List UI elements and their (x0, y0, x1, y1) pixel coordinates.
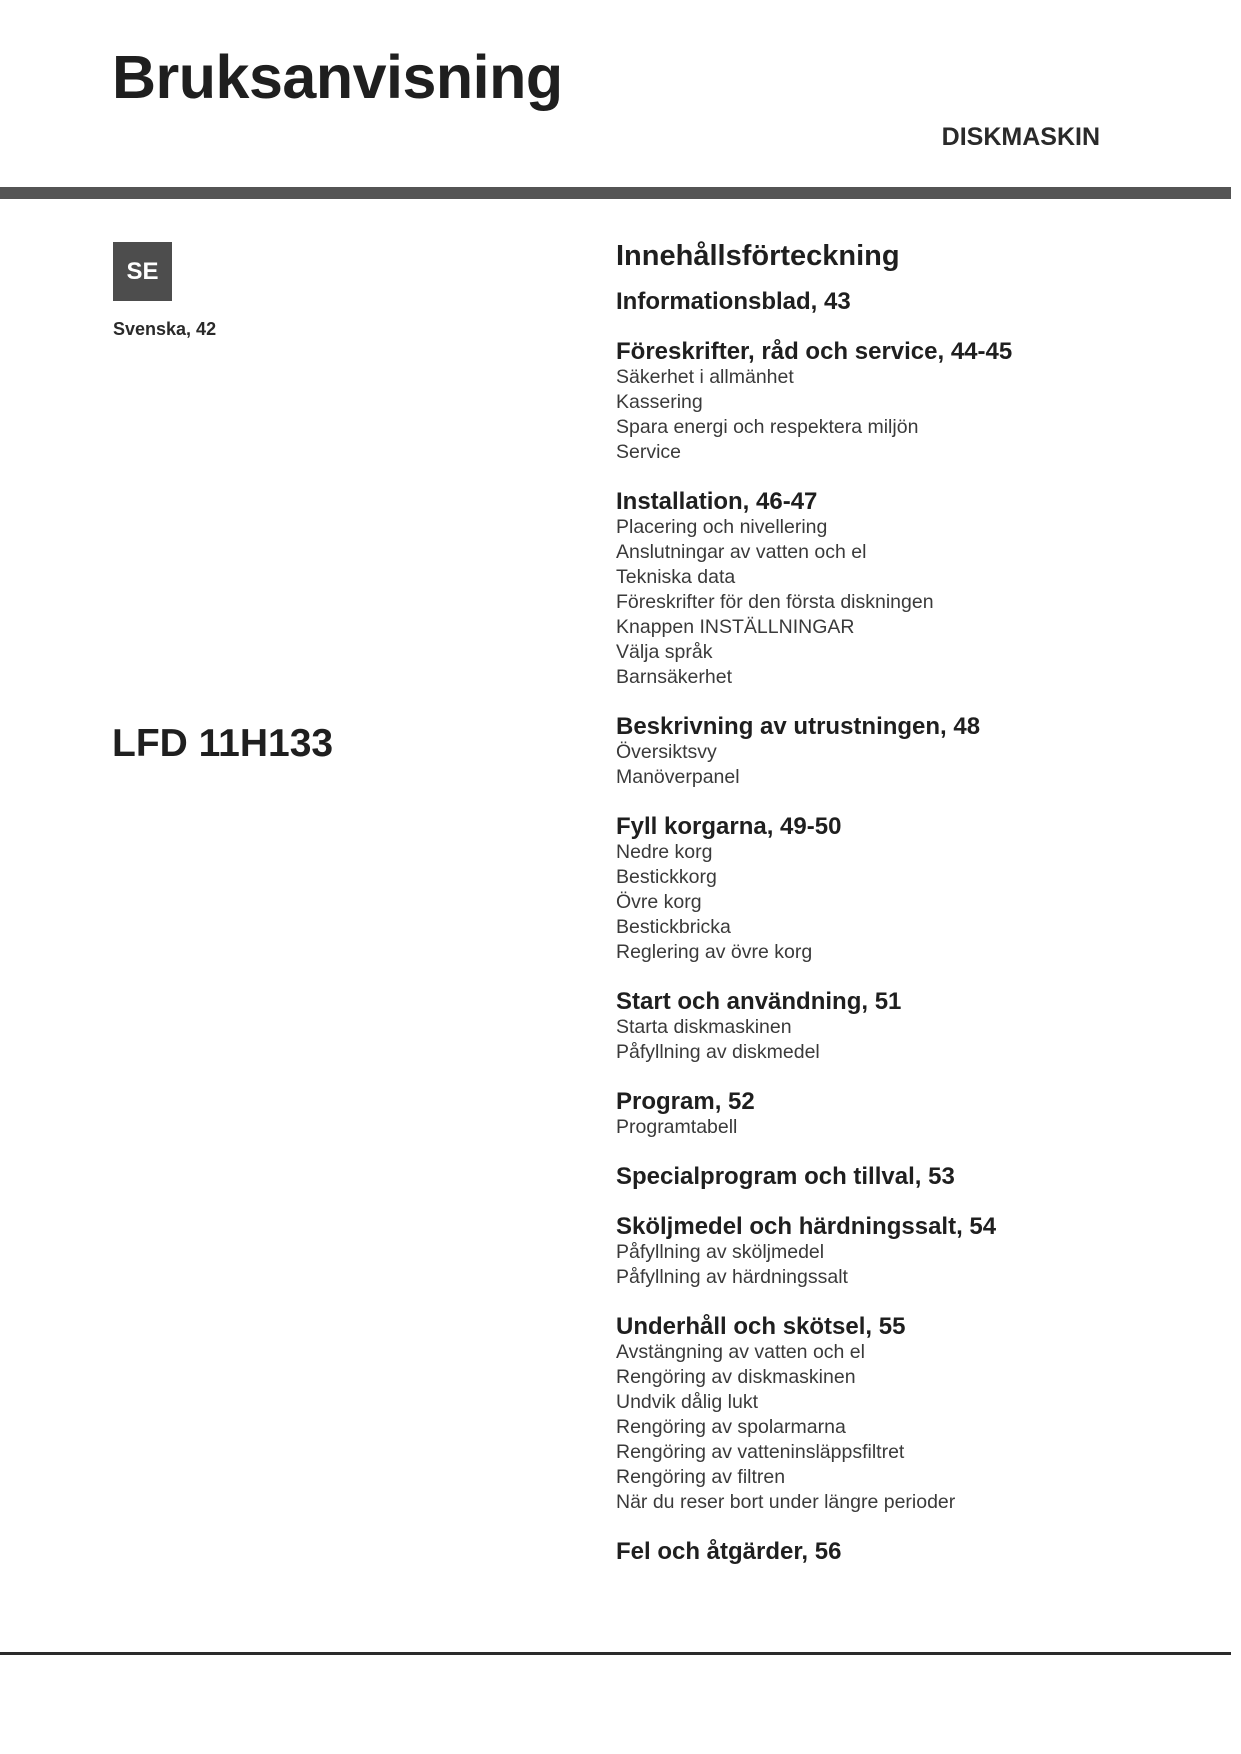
toc-subsection-item[interactable]: Anslutningar av vatten och el (616, 541, 867, 563)
toc-section-heading[interactable]: Föreskrifter, råd och service, 44-45 (616, 338, 1013, 365)
toc-title: Innehållsförteckning (616, 240, 900, 272)
toc-subsection-item[interactable]: Bestickbricka (616, 916, 731, 938)
toc-subsection-item[interactable]: Översiktsvy (616, 741, 717, 763)
toc-subsection-item[interactable]: Rengöring av diskmaskinen (616, 1366, 856, 1388)
toc-subsection-item[interactable]: Barnsäkerhet (616, 666, 732, 688)
toc-subsection-item[interactable]: När du reser bort under längre perioder (616, 1491, 956, 1513)
toc-section (616, 338, 1176, 465)
toc-section-heading[interactable]: Start och användning, 51 (616, 988, 902, 1015)
toc-section-heading[interactable]: Sköljmedel och härdningssalt, 54 (616, 1213, 997, 1240)
toc-section-heading[interactable]: Informationsblad, 43 (616, 288, 851, 315)
toc-section (616, 813, 1176, 965)
toc-subsection-item[interactable]: Spara energi och respektera miljön (616, 416, 919, 438)
toc-subsection-item[interactable]: Påfyllning av diskmedel (616, 1041, 820, 1063)
toc-section (616, 288, 1176, 315)
toc-section (616, 1163, 1176, 1190)
language-badge: SE (113, 242, 172, 301)
toc-subsection-item[interactable]: Tekniska data (616, 566, 736, 588)
toc-section (616, 1088, 1176, 1140)
toc-section-heading[interactable]: Beskrivning av utrustningen, 48 (616, 713, 981, 740)
toc-section (616, 713, 1176, 790)
toc-subsection-item[interactable]: Service (616, 441, 682, 463)
toc-subsection-item[interactable]: Påfyllning av sköljmedel (616, 1241, 825, 1263)
toc-subsection-item[interactable]: Rengöring av vatteninsläppsfiltret (616, 1441, 905, 1463)
toc-subsection-item[interactable]: Avstängning av vatten och el (616, 1341, 865, 1363)
toc-subsection-item[interactable]: Välja språk (616, 641, 713, 663)
toc-subsection-item[interactable]: Föreskrifter för den första diskningen (616, 591, 934, 613)
toc-subsection-item[interactable]: Säkerhet i allmänhet (616, 366, 794, 388)
toc-subsection-item[interactable]: Rengöring av filtren (616, 1466, 786, 1488)
toc-section-heading[interactable]: Installation, 46-47 (616, 488, 818, 515)
toc-subsection-item[interactable]: Manöverpanel (616, 766, 740, 788)
toc-subsection-item[interactable]: Kassering (616, 391, 703, 413)
language-label[interactable]: Svenska, 42 (113, 319, 217, 339)
toc-subsection-item[interactable]: Starta diskmaskinen (616, 1016, 792, 1038)
footer-divider (0, 1652, 1231, 1655)
toc-section (616, 988, 1176, 1065)
toc-subsection-item[interactable]: Programtabell (616, 1116, 738, 1138)
toc-subsection-item[interactable]: Undvik dålig lukt (616, 1391, 758, 1413)
toc-subsection-item[interactable]: Nedre korg (616, 841, 713, 863)
toc-subsection-item[interactable]: Knappen INSTÄLLNINGAR (616, 616, 855, 638)
toc-section (616, 488, 1176, 690)
toc-section-heading[interactable]: Fyll korgarna, 49-50 (616, 813, 842, 840)
product-type: DISKMASKIN (941, 123, 1100, 151)
toc-section-heading[interactable]: Program, 52 (616, 1088, 755, 1115)
toc-subsection-item[interactable]: Reglering av övre korg (616, 941, 813, 963)
toc-subsection-item[interactable]: Placering och nivellering (616, 516, 828, 538)
toc-section (616, 1313, 1176, 1515)
model-number: LFD 11H133 (112, 722, 334, 765)
toc-section (616, 1213, 1176, 1290)
toc-section-heading[interactable]: Underhåll och skötsel, 55 (616, 1313, 906, 1340)
toc-section-heading[interactable]: Specialprogram och tillval, 53 (616, 1163, 955, 1190)
toc-section (616, 1538, 1176, 1565)
toc-subsection-item[interactable]: Påfyllning av härdningssalt (616, 1266, 848, 1288)
page-title: Bruksanvisning (112, 43, 563, 111)
toc-subsection-item[interactable]: Övre korg (616, 891, 702, 913)
table-of-contents (616, 236, 1176, 1588)
toc-section-heading[interactable]: Fel och åtgärder, 56 (616, 1538, 842, 1565)
header-divider (0, 187, 1231, 199)
toc-subsection-item[interactable]: Rengöring av spolarmarna (616, 1416, 846, 1438)
toc-subsection-item[interactable]: Bestickkorg (616, 866, 717, 888)
toc-sections (616, 288, 1176, 1565)
